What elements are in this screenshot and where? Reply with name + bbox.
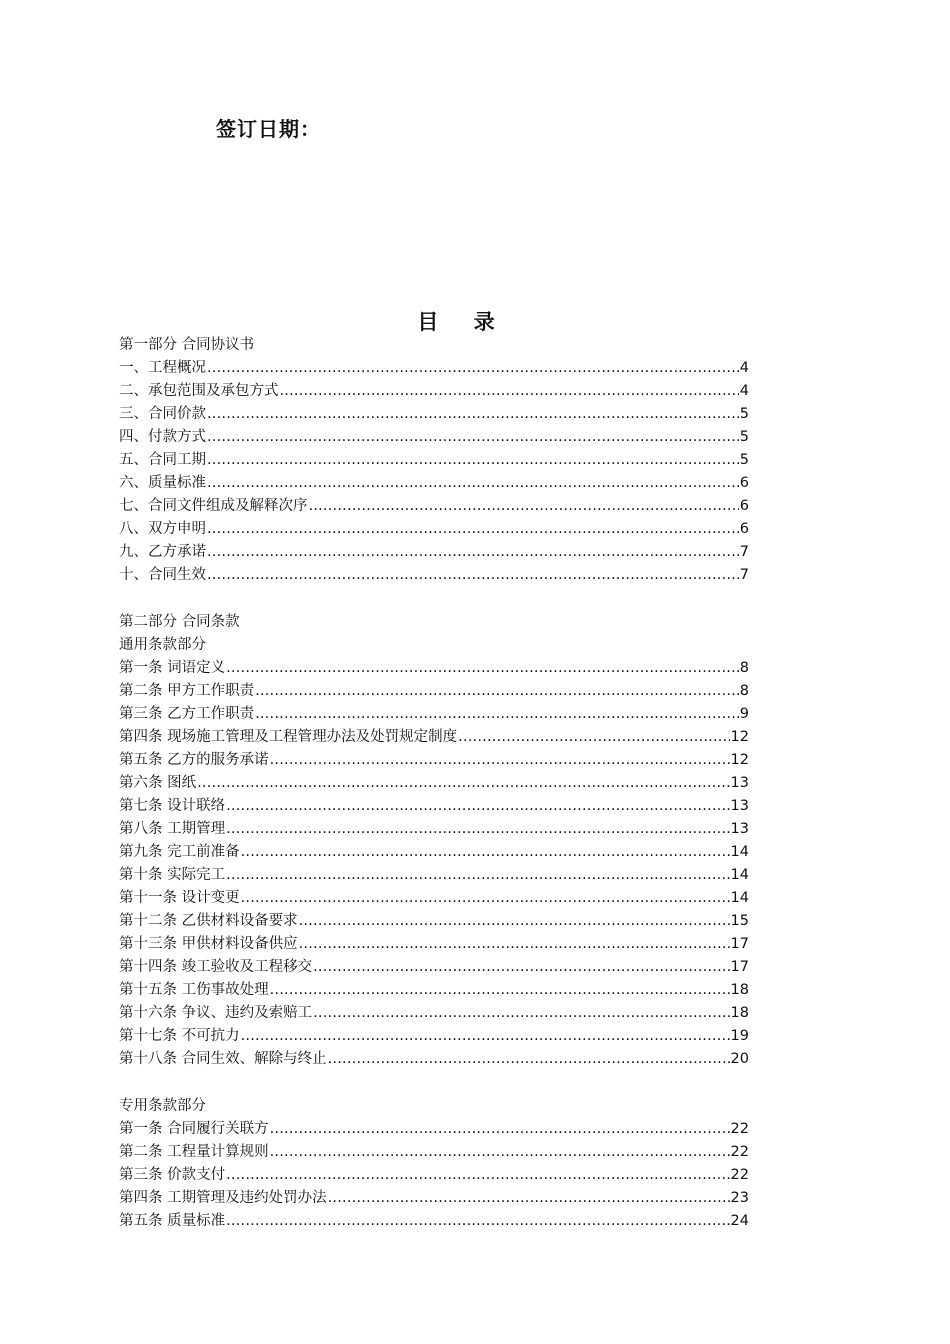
toc-entry-page-number: 14 [730,844,749,860]
toc-entry-label: 乙方承诺 [148,544,206,560]
toc-entry-page-number: 7 [739,544,749,560]
toc-leader-dots [207,449,739,472]
toc-entry-page-number: 6 [739,475,749,491]
toc-entry-page-number: 17 [730,936,749,952]
toc-entry-page-number: 14 [730,867,749,883]
toc-leader-dots [313,956,729,979]
toc-entry-page-number: 9 [739,706,749,722]
part1-list [119,357,749,587]
toc-entry-label: 工程概况 [148,360,206,376]
toc-leader-dots [207,564,739,587]
toc-leader-dots [299,933,730,956]
toc-entry[interactable] [119,887,749,910]
toc-entry-page-number: 20 [730,1051,749,1067]
toc-entry-number: 十、 [119,567,148,583]
toc-entry-label: 第十四条 竣工验收及工程移交 [119,959,313,975]
special-clauses-list [119,1118,749,1233]
toc-entry-label: 合同价款 [148,406,206,422]
toc-entry-label: 第十八条 合同生效、解除与终止 [119,1051,327,1067]
toc-entry-label: 第十一条 设计变更 [119,890,240,906]
toc-leader-dots [255,703,739,726]
toc-entry-label: 第十二条 乙供材料设备要求 [119,913,298,929]
toc-entry-number: 七、 [119,498,148,514]
toc-entry-page-number: 18 [730,982,749,998]
toc-entry[interactable] [119,841,749,864]
toc-leader-dots [270,749,730,772]
toc-entry-label: 第三条 价款支付 [119,1167,226,1183]
toc-entry[interactable] [119,795,749,818]
toc-leader-dots [280,380,739,403]
toc-entry-label: 第一条 词语定义 [119,660,226,676]
toc-entry[interactable] [119,380,749,403]
toc-leader-dots [328,1048,730,1071]
toc-entry-label: 第九条 完工前准备 [119,844,240,860]
toc-entry-label: 合同工期 [148,452,206,468]
toc-entry-page-number: 22 [730,1144,749,1160]
special-clauses-heading: 专用条款部分 [119,1098,206,1114]
toc-entry-label: 付款方式 [148,429,206,445]
toc-entry-label: 第六条 图纸 [119,775,197,791]
toc-entry[interactable] [119,1002,749,1025]
toc-entry-label: 第十七条 不可抗力 [119,1028,240,1044]
toc-leader-dots [328,1187,730,1210]
toc-entry-page-number: 13 [730,798,749,814]
toc-entry[interactable] [119,910,749,933]
toc-entry-number: 二、 [119,383,148,399]
toc-leader-dots [241,887,730,910]
toc-entry[interactable] [119,818,749,841]
part2-heading: 第二部分 合同条款 [119,614,240,630]
toc-entry-label: 第五条 质量标准 [119,1213,226,1229]
toc-leader-dots [207,472,739,495]
toc-entry-page-number: 15 [730,913,749,929]
toc-entry-page-number: 22 [730,1167,749,1183]
toc-leader-dots [226,1164,729,1187]
toc-entry[interactable] [119,1164,749,1187]
toc-entry[interactable] [119,564,749,587]
toc-leader-dots [270,979,730,1002]
toc-entry[interactable] [119,1118,749,1141]
toc-entry-label: 第五条 乙方的服务承诺 [119,752,269,768]
toc-entry-number: 四、 [119,429,148,445]
toc-entry[interactable] [119,1025,749,1048]
general-clauses-list [119,657,749,1071]
toc-entry-label: 第十三条 甲供材料设备供应 [119,936,298,952]
toc-entry-label: 合同文件组成及解释次序 [148,498,308,514]
toc-entry[interactable] [119,1048,749,1071]
toc-leader-dots [207,403,739,426]
toc-entry-label: 第二条 工程量计算规则 [119,1144,269,1160]
toc-entry-page-number: 23 [730,1190,749,1206]
toc-leader-dots [226,864,729,887]
toc-entry-label: 承包范围及承包方式 [148,383,279,399]
toc-leader-dots [207,426,739,449]
toc-leader-dots [226,795,729,818]
toc-entry-label: 第三条 乙方工作职责 [119,706,255,722]
toc-entry-page-number: 18 [730,1005,749,1021]
toc-leader-dots [226,818,729,841]
toc-leader-dots [309,495,739,518]
toc-leader-dots [207,541,739,564]
toc-entry-number: 九、 [119,544,148,560]
toc-entry-label: 双方申明 [148,521,206,537]
toc-entry-label: 质量标准 [148,475,206,491]
toc-entry[interactable] [119,864,749,887]
toc-entry[interactable] [119,772,749,795]
toc-entry[interactable] [119,1141,749,1164]
toc-entry[interactable] [119,979,749,1002]
toc-entry[interactable] [119,426,749,449]
toc-entry[interactable] [119,933,749,956]
toc-entry-page-number: 6 [739,521,749,537]
toc-leader-dots [241,1025,730,1048]
toc-entry[interactable] [119,726,749,749]
general-clauses-heading: 通用条款部分 [119,637,206,653]
toc-leader-dots [313,1002,729,1025]
part1-heading: 第一部分 合同协议书 [119,337,255,353]
toc-leader-dots [207,357,739,380]
sign-date-label: 签订日期： [216,117,321,141]
toc-entry-page-number: 24 [730,1213,749,1229]
toc-leader-dots [226,1210,729,1233]
toc-entry-label: 第二条 甲方工作职责 [119,683,255,699]
toc-entry[interactable] [119,449,749,472]
toc-entry[interactable] [119,541,749,564]
toc-entry-label: 第七条 设计联络 [119,798,226,814]
toc-entry[interactable] [119,357,749,380]
toc-entry-label: 第四条 现场施工管理及工程管理办法及处罚规定制度 [119,729,458,745]
toc-entry-label: 第八条 工期管理 [119,821,226,837]
toc-entry-page-number: 6 [739,498,749,514]
toc-leader-dots [241,841,730,864]
toc-entry[interactable] [119,1187,749,1210]
toc-entry-page-number: 8 [739,683,749,699]
toc-entry-page-number: 17 [730,959,749,975]
toc-entry-page-number: 13 [730,775,749,791]
toc-entry[interactable] [119,495,749,518]
toc-entry[interactable] [119,703,749,726]
toc-leader-dots [207,518,739,541]
toc-entry-number: 八、 [119,521,148,537]
toc-entry-page-number: 5 [739,406,749,422]
toc-entry-number: 一、 [119,360,148,376]
toc-entry-number: 三、 [119,406,148,422]
toc-entry-page-number: 14 [730,890,749,906]
toc-leader-dots [197,772,729,795]
toc-entry[interactable] [119,956,749,979]
toc-leader-dots [270,1141,730,1164]
toc-entry-label: 第十六条 争议、违约及索赔工 [119,1005,313,1021]
toc-entry-label: 第一条 合同履行关联方 [119,1121,269,1137]
toc-entry-page-number: 4 [739,360,749,376]
toc-entry-label: 第四条 工期管理及违约处罚办法 [119,1190,327,1206]
toc-entry-page-number: 5 [739,429,749,445]
toc-leader-dots [458,726,729,749]
toc-entry-page-number: 4 [739,383,749,399]
toc-entry-page-number: 22 [730,1121,749,1137]
toc-entry-page-number: 12 [730,752,749,768]
toc-entry-page-number: 19 [730,1028,749,1044]
toc-entry[interactable] [119,472,749,495]
toc-entry-page-number: 13 [730,821,749,837]
toc-entry[interactable] [119,680,749,703]
toc-leader-dots [255,680,739,703]
toc-title: 目 录 [417,310,509,334]
toc-entry-number: 五、 [119,452,148,468]
toc-entry-page-number: 8 [739,660,749,676]
toc-entry[interactable] [119,518,749,541]
toc-entry-page-number: 12 [730,729,749,745]
toc-entry[interactable] [119,1210,749,1233]
toc-entry[interactable] [119,403,749,426]
toc-entry-page-number: 5 [739,452,749,468]
toc-leader-dots [270,1118,730,1141]
toc-entry-page-number: 7 [739,567,749,583]
toc-entry-label: 合同生效 [148,567,206,583]
toc-entry[interactable] [119,749,749,772]
toc-leader-dots [226,657,739,680]
toc-leader-dots [299,910,730,933]
toc-entry[interactable] [119,657,749,680]
toc-entry-label: 第十五条 工伤事故处理 [119,982,269,998]
toc-entry-label: 第十条 实际完工 [119,867,226,883]
toc-entry-number: 六、 [119,475,148,491]
table-of-contents [119,334,749,1233]
